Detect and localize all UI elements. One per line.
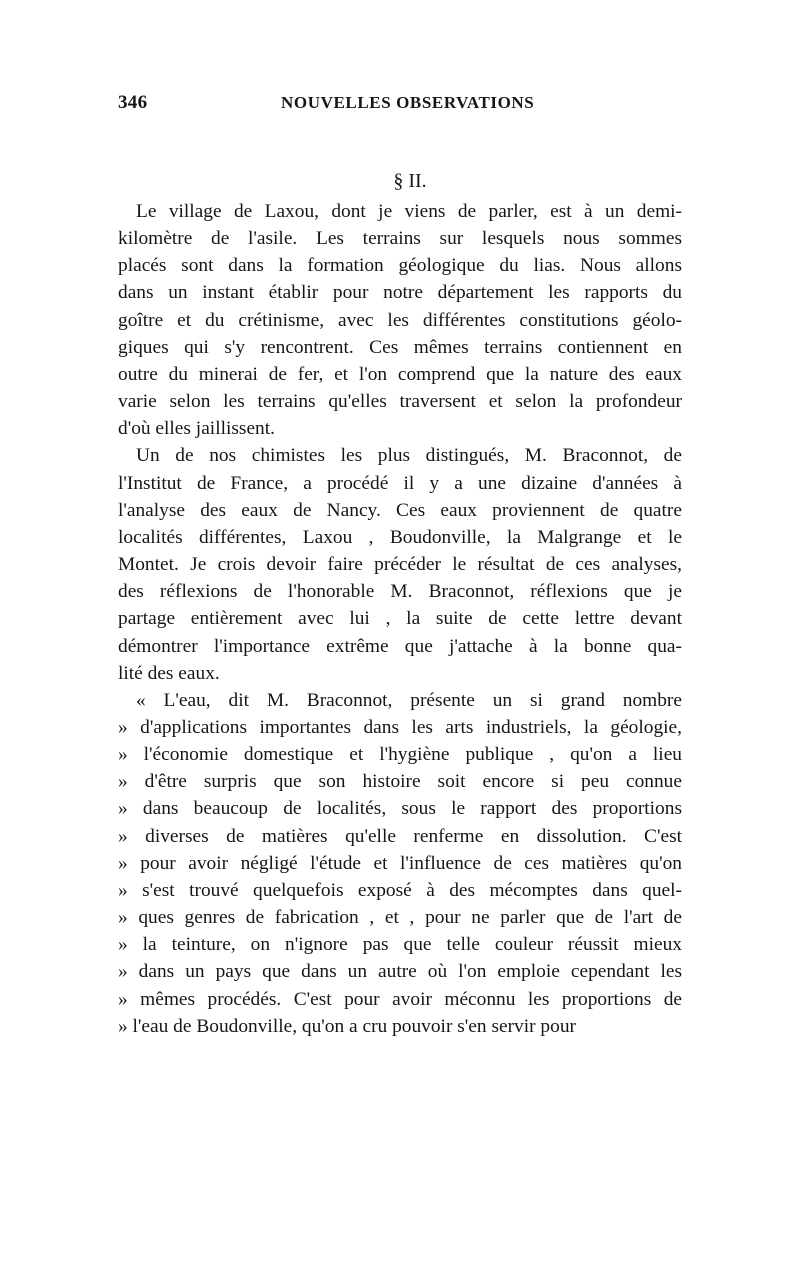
- text-line: Le village de Laxou, dont je viens de parler, est à un demi-: [136, 201, 682, 222]
- text-line: » s'est trouvé quelquefois exposé à des mécomptes dans quel-: [118, 879, 682, 901]
- text-line: d'où elles jaillissent.: [118, 418, 275, 440]
- text-line: » d'être surpris que son histoire soit encore si peu connue: [118, 771, 682, 793]
- text-line: » diverses de matières qu'elle renferme en dissolution. C'est: [118, 825, 682, 847]
- text-line: l'Institut de France, a procédé il y a une dizaine d'années à: [118, 472, 682, 494]
- book-page: [118, 92, 682, 1040]
- text-line: » la teinture, on n'ignore pas que telle couleur réussit mieux: [118, 934, 682, 956]
- text-line: » d'applications importantes dans les arts industriels, la géologie,: [118, 716, 682, 738]
- text-line: Montet. Je crois devoir faire précéder le résultat de ces analyses,: [118, 554, 682, 576]
- text-line: l'analyse des eaux de Nancy. Ces eaux proviennent de quatre: [118, 499, 682, 521]
- text-line: Un de nos chimistes les plus distingués, M. Braconnot, de: [136, 445, 682, 467]
- text-line: » pour avoir négligé l'étude et l'influence de ces matières qu'on: [118, 852, 682, 874]
- text-line: « L'eau, dit M. Braconnot, présente un si grand nombre: [136, 689, 682, 711]
- text-line: » ques genres de fabrication , et , pour ne parler que de l'art de: [118, 907, 682, 929]
- text-line: kilomètre de l'asile. Les terrains sur lesquels nous sommes: [118, 228, 682, 250]
- text-line: » dans un pays que dans un autre où l'on emploie cependant les: [118, 961, 682, 983]
- text-line: dans un instant établir pour notre département les rapports du: [118, 282, 682, 304]
- text-line: giques qui s'y rencontrent. Ces mêmes terrains contiennent en: [118, 336, 682, 358]
- text-line: partage entièrement avec lui , la suite de cette lettre devant: [118, 608, 682, 630]
- text-line: goître et du crétinisme, avec les différentes constitutions géolo-: [118, 309, 682, 331]
- text-line: varie selon les terrains qu'elles traversent et selon la profondeur: [118, 391, 682, 413]
- running-title: NOUVELLES OBSERVATIONS: [281, 93, 535, 112]
- text-line: outre du minerai de fer, et l'on comprend que la nature des eaux: [118, 363, 682, 385]
- quoted-paragraph: [118, 687, 682, 1040]
- text-line: » l'eau de Boudonville, qu'on a cru pouvoir s'en servir pour: [118, 1015, 576, 1037]
- page-number: 346: [118, 92, 148, 113]
- paragraph: [118, 442, 682, 686]
- text-line: des réflexions de l'honorable M. Braconnot, réflexions que je: [118, 581, 682, 603]
- page-header: [118, 92, 682, 122]
- section-title: § II.: [393, 170, 427, 192]
- text-line: » mêmes procédés. C'est pour avoir méconnu les proportions de: [118, 988, 682, 1010]
- text-line: lité des eaux.: [118, 662, 220, 684]
- text-line: placés sont dans la formation géologique du lias. Nous allons: [118, 255, 682, 277]
- text-line: localités différentes, Laxou , Boudonville, la Malgrange et le: [118, 526, 682, 548]
- body-text: [118, 198, 682, 1040]
- text-line: » dans beaucoup de localités, sous le rapport des proportions: [118, 798, 682, 820]
- text-line: démontrer l'importance extrême que j'attache à la bonne qua-: [118, 635, 682, 657]
- paragraph: [118, 198, 682, 442]
- text-line: » l'économie domestique et l'hygiène publique , qu'on a lieu: [118, 744, 682, 766]
